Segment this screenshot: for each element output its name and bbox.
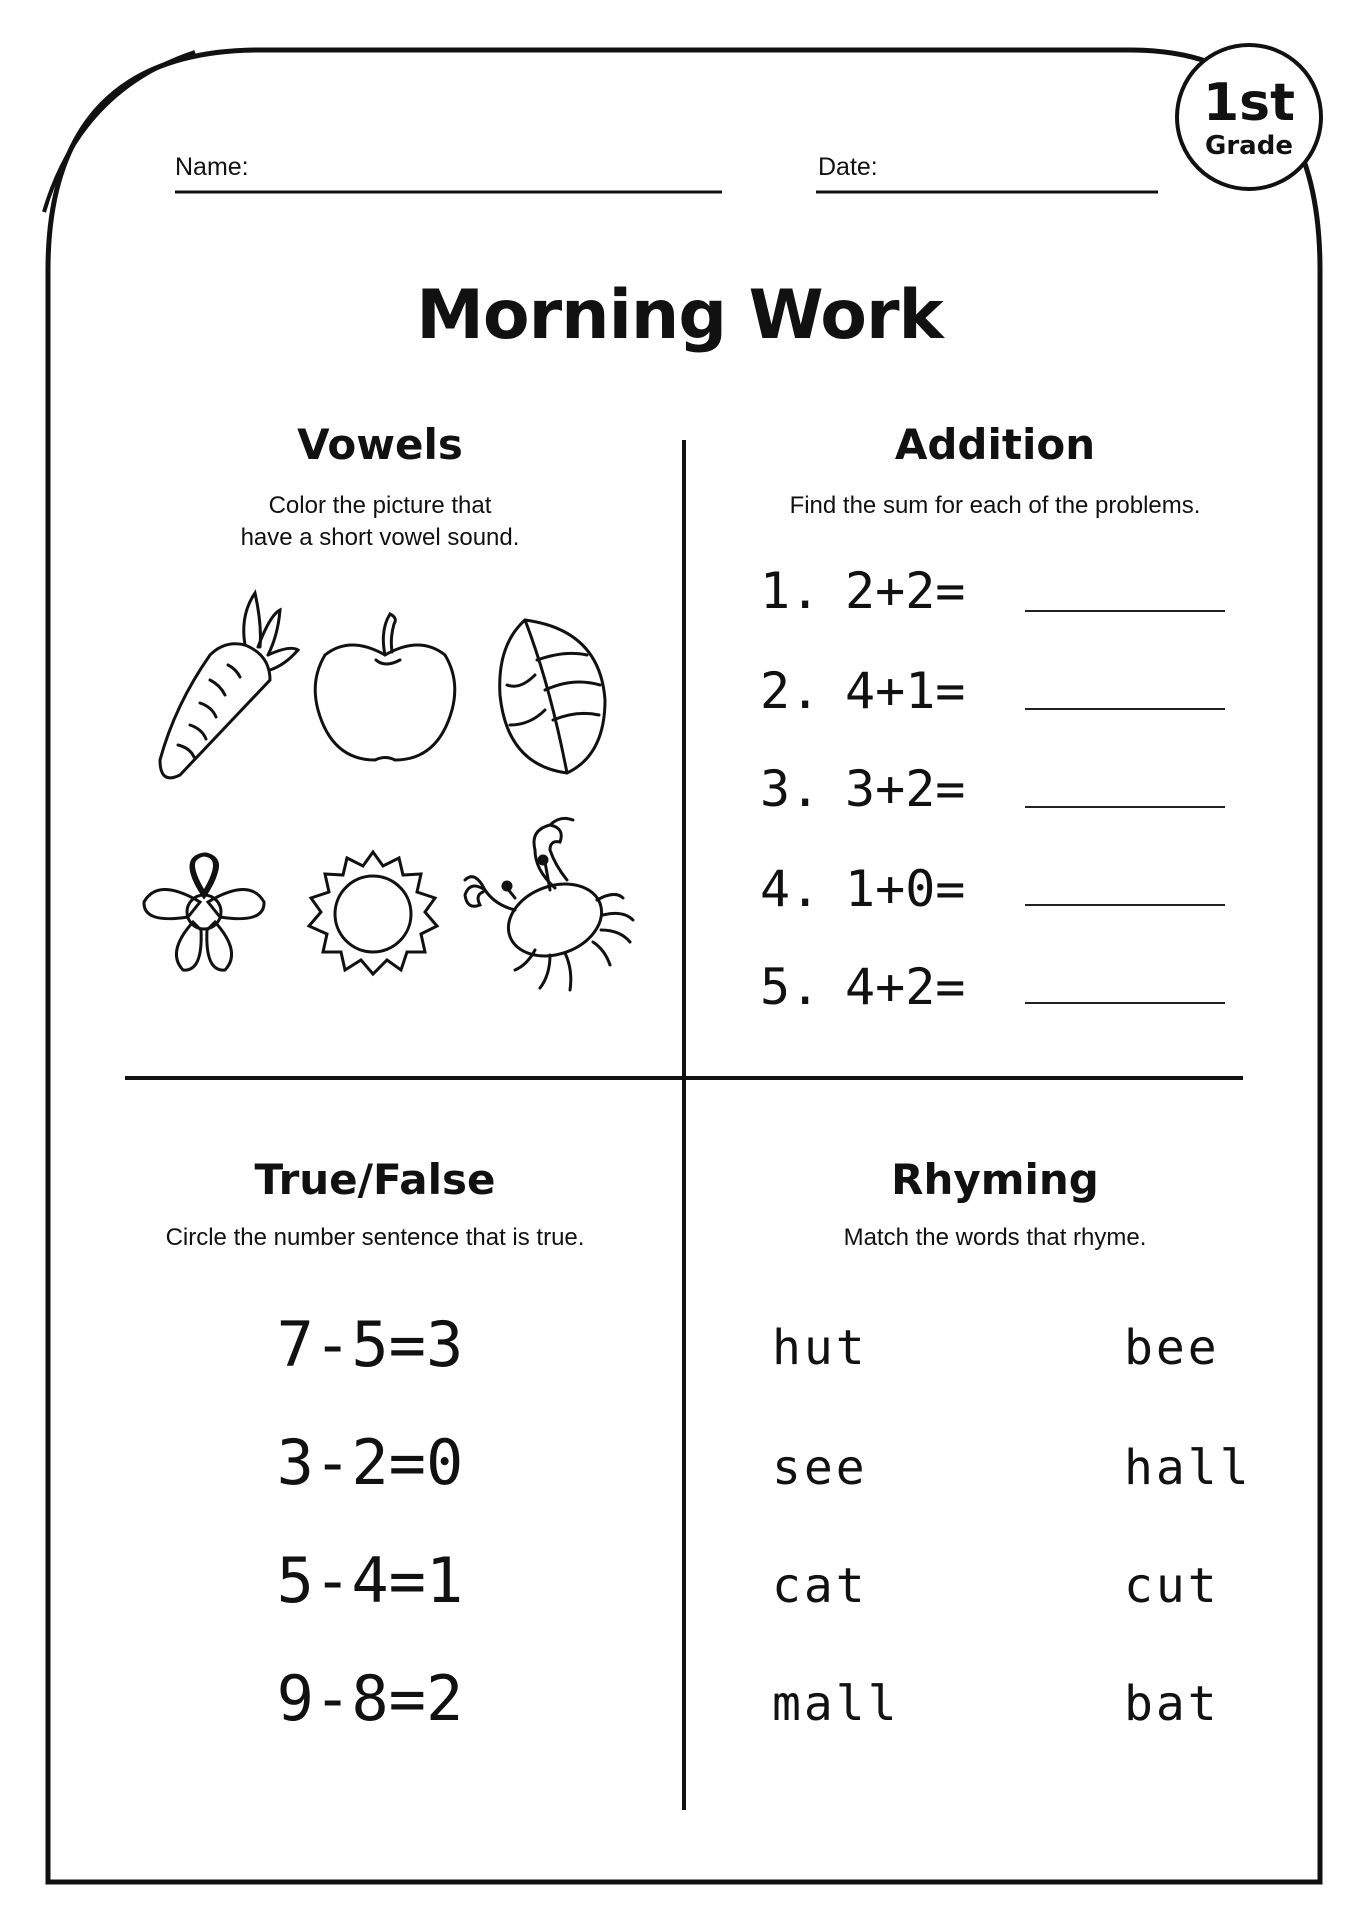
carrot-icon[interactable] bbox=[150, 585, 300, 785]
problem-expression: 1+0= bbox=[845, 860, 966, 918]
addition-instructions: Find the sum for each of the problems. bbox=[789, 492, 1201, 519]
number-sentence[interactable]: 5-4=1 bbox=[276, 1544, 464, 1617]
rhyme-word-left[interactable]: cat bbox=[772, 1558, 868, 1614]
problem-expression: 4+2= bbox=[845, 958, 966, 1016]
answer-line[interactable] bbox=[1025, 708, 1225, 710]
vowels-instructions-line2: have a short vowel sound. bbox=[240, 524, 520, 551]
answer-line[interactable] bbox=[1025, 806, 1225, 808]
number-sentence[interactable]: 3-2=0 bbox=[276, 1426, 464, 1499]
problem-number: 5. bbox=[760, 958, 821, 1016]
date-label: Date: bbox=[818, 153, 878, 181]
answer-line[interactable] bbox=[1025, 610, 1225, 612]
true-false-title: True/False bbox=[254, 1155, 496, 1204]
rhyme-word-right[interactable]: cut bbox=[1124, 1558, 1220, 1614]
problem-number: 3. bbox=[760, 760, 821, 818]
flower-icon[interactable] bbox=[144, 854, 264, 970]
rhyme-word-left[interactable]: mall bbox=[772, 1676, 900, 1732]
number-sentence[interactable]: 7-5=3 bbox=[276, 1308, 464, 1381]
answer-line[interactable] bbox=[1025, 1002, 1225, 1004]
rhyming-title: Rhyming bbox=[891, 1155, 1099, 1204]
number-sentence[interactable]: 9-8=2 bbox=[276, 1662, 464, 1735]
page-title: Morning Work bbox=[416, 276, 943, 355]
vowels-instructions bbox=[125, 490, 635, 554]
grade-badge-label: Grade bbox=[1205, 131, 1293, 161]
apple-icon[interactable] bbox=[315, 614, 455, 760]
vowels-instructions-line1: Color the picture that bbox=[268, 492, 492, 519]
sun-icon[interactable] bbox=[309, 852, 437, 974]
vowels-title: Vowels bbox=[297, 420, 463, 469]
true-false-instructions: Circle the number sentence that is true. bbox=[165, 1224, 585, 1251]
rhyming-instructions: Match the words that rhyme. bbox=[843, 1224, 1147, 1251]
addition-title: Addition bbox=[894, 420, 1096, 469]
answer-line[interactable] bbox=[1025, 904, 1225, 906]
rhyme-word-left[interactable]: see bbox=[772, 1440, 868, 1496]
rhyme-word-right[interactable]: hall bbox=[1124, 1440, 1252, 1496]
problem-number: 1. bbox=[760, 562, 821, 620]
crab-icon[interactable] bbox=[465, 818, 633, 990]
problem-number: 2. bbox=[760, 662, 821, 720]
rhyme-word-right[interactable]: bat bbox=[1124, 1676, 1220, 1732]
rhyme-word-right[interactable]: bee bbox=[1124, 1320, 1220, 1376]
rhyme-word-left[interactable]: hut bbox=[772, 1320, 868, 1376]
problem-expression: 2+2= bbox=[845, 562, 966, 620]
grade-badge-number: 1st bbox=[1203, 73, 1295, 133]
problem-expression: 3+2= bbox=[845, 760, 966, 818]
problem-number: 4. bbox=[760, 860, 821, 918]
problem-expression: 4+1= bbox=[845, 662, 966, 720]
leaf-icon[interactable] bbox=[500, 620, 605, 773]
date-field[interactable] bbox=[890, 150, 1155, 190]
name-label: Name: bbox=[175, 153, 249, 181]
name-field[interactable] bbox=[260, 150, 720, 190]
